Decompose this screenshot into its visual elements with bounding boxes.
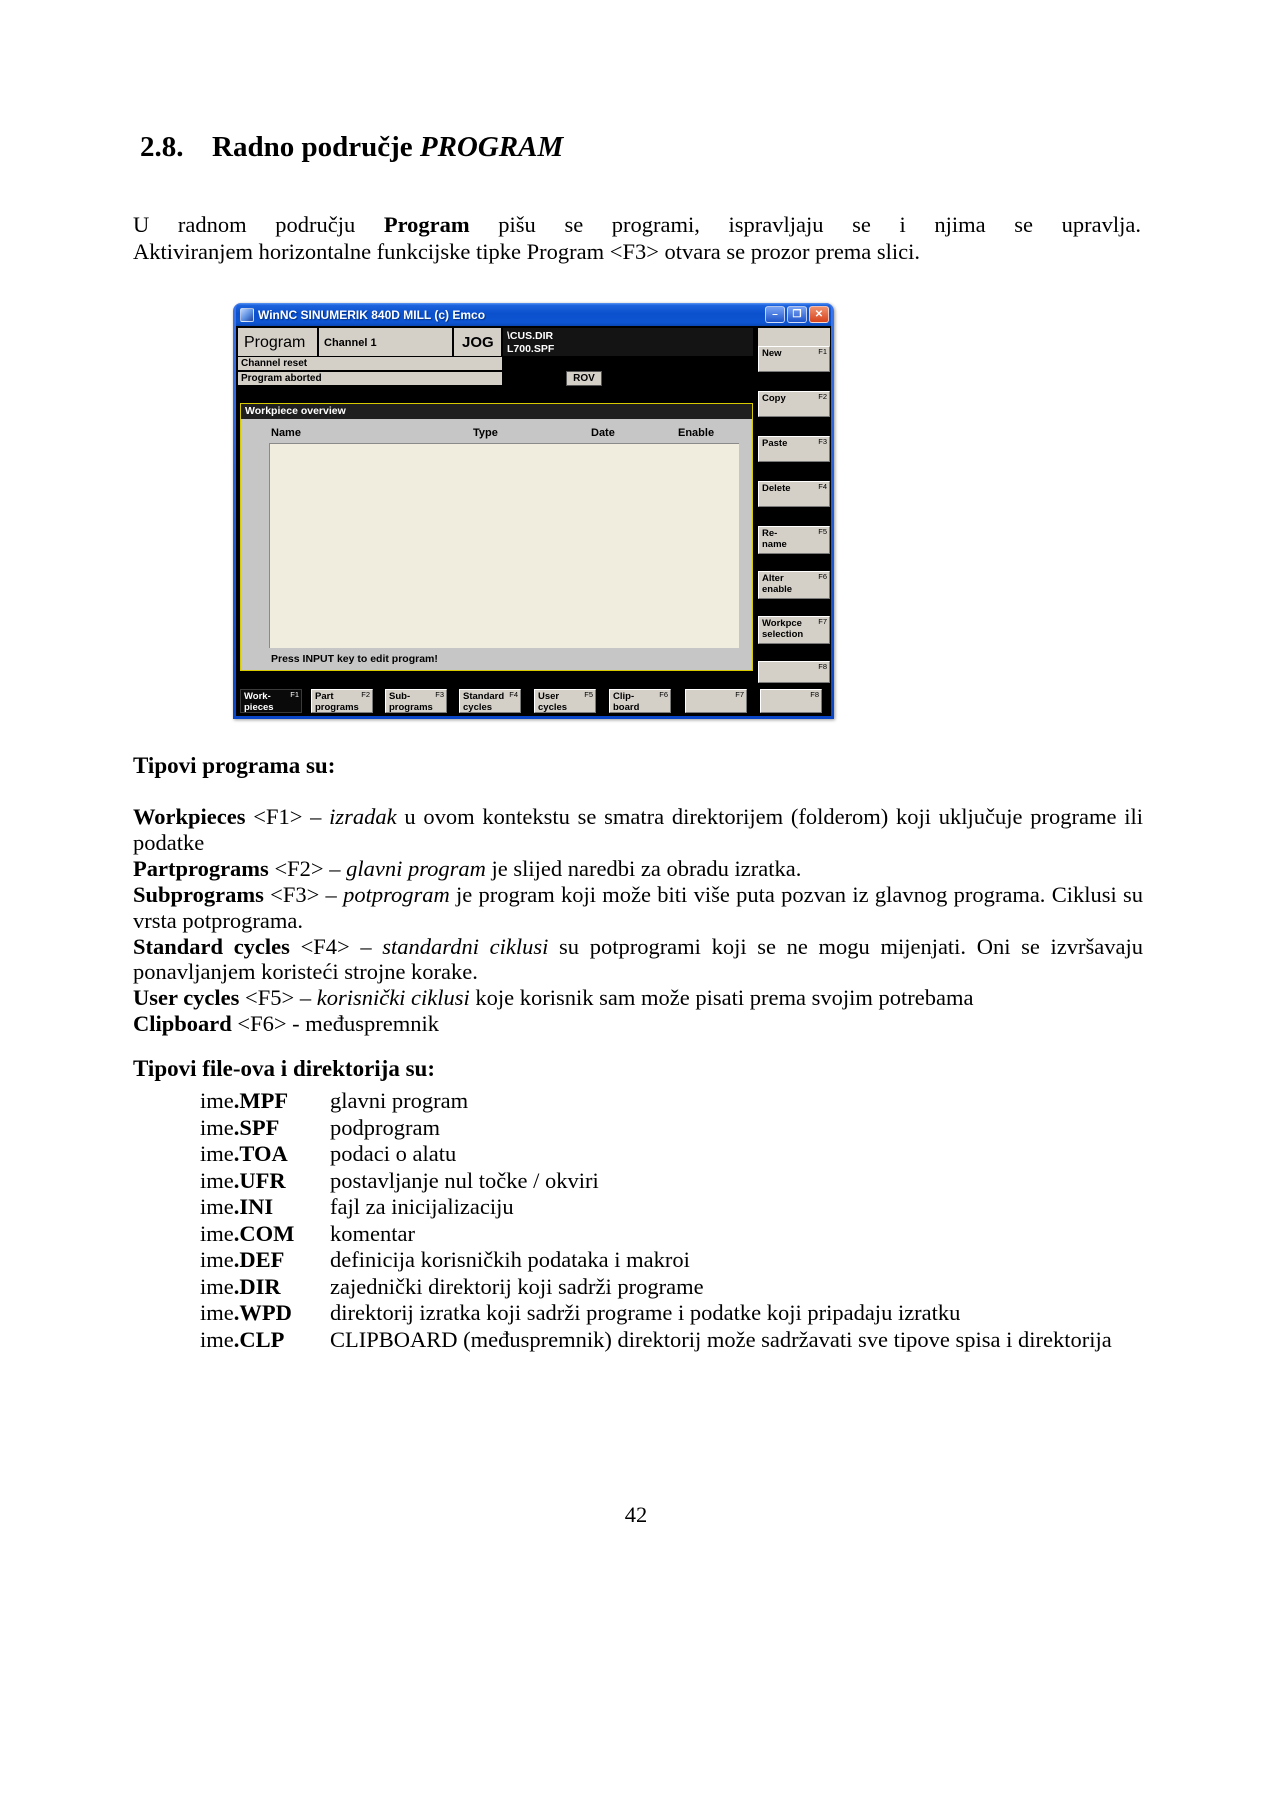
- column-header-type: Type: [473, 427, 498, 439]
- types-heading: Tipovi programa su:: [133, 753, 336, 778]
- section-title-italic: PROGRAM: [419, 131, 564, 163]
- file-type-row: ime.WPD direktorij izratka koji sadrži programe i podatke koji pripadaju izratku: [200, 1300, 961, 1325]
- column-header-enable: Enable: [678, 427, 715, 439]
- fkey-label: F3: [818, 437, 827, 446]
- program-types-list: [133, 804, 1143, 1037]
- section-title: Radno područje: [212, 131, 420, 163]
- winnc-window: [233, 303, 834, 719]
- fkey-label: F5: [818, 527, 827, 536]
- fkey-label: F1: [818, 347, 827, 356]
- program-type-entry: Standard cycles <F4> – standardni ciklusi su potprogrami koji se ne mogu mijenjati. Oni se izvršavaju ponavljanjem koristeći strojne korake.: [133, 933, 1143, 985]
- file-types-table: [200, 1088, 1141, 1353]
- softkey-alter-enable[interactable]: F6 Alter enable: [758, 571, 830, 599]
- softkey-part-programs[interactable]: F2 Part programs: [311, 689, 373, 713]
- softkey-f8-blank[interactable]: [758, 661, 830, 683]
- softkey-workpiece-selection[interactable]: F7 Workpce selection: [758, 616, 830, 644]
- intro-line-2: Aktiviranjem horizontalne funkcijske tipke Program <F3> otvara se prozor prema slici.: [133, 239, 921, 264]
- panel-title: Workpiece overview: [241, 404, 752, 419]
- workpiece-overview-panel: [240, 403, 753, 671]
- fkey-label: F6: [659, 690, 668, 699]
- status-program-aborted: Program aborted: [238, 372, 502, 385]
- file-type-row: ime.MPF glavni program: [200, 1088, 469, 1113]
- area-label: Program: [238, 328, 317, 356]
- softkey-delete[interactable]: F4 Delete: [758, 481, 830, 507]
- channel-label: Channel 1: [319, 328, 452, 356]
- app-icon: [240, 308, 254, 322]
- maximize-icon[interactable]: ❐: [787, 306, 807, 323]
- window-title: WinNC SINUMERIK 840D MILL (c) Emco: [258, 307, 486, 322]
- rov-indicator: ROV: [566, 371, 602, 386]
- column-header-name: Name: [271, 427, 301, 439]
- softkey-user-cycles[interactable]: F5 User cycles: [534, 689, 596, 713]
- file-list-area[interactable]: [269, 443, 739, 648]
- intro-paragraph: [133, 211, 1141, 265]
- path-directory: \CUS.DIR: [507, 330, 554, 342]
- fkey-label: F8: [810, 690, 819, 699]
- softkey-copy[interactable]: F2 Copy: [758, 391, 830, 417]
- section-number: 2.8.: [140, 131, 184, 163]
- window-controls: [765, 306, 829, 323]
- hint-text: Press INPUT key to edit program!: [271, 653, 438, 665]
- fkey-label: F2: [818, 392, 827, 401]
- softkey-rename[interactable]: F5 Re- name: [758, 526, 830, 554]
- program-type-entry: Partprograms <F2> – glavni program je slijed naredbi za obradu izratka.: [133, 855, 802, 881]
- file-type-row: ime.SPF podprogram: [200, 1114, 440, 1140]
- window-body: [236, 326, 831, 716]
- intro-bold: Program: [383, 212, 470, 237]
- program-type-entry: Clipboard <F6> - međuspremnik: [133, 1011, 440, 1037]
- fkey-label: F1: [290, 690, 299, 699]
- fkey-label: F2: [361, 690, 370, 699]
- fkey-label: F6: [818, 572, 827, 581]
- file-type-row: ime.CLP CLIPBOARD (međuspremnik) direktorij može sadržavati sve tipove spisa i direktorija: [200, 1326, 1112, 1352]
- minimize-icon[interactable]: –: [765, 306, 785, 323]
- softkey-f8-blank-h[interactable]: [760, 689, 822, 713]
- softkey-clipboard[interactable]: F6 Clip- board: [609, 689, 671, 713]
- fkey-label: F4: [818, 482, 827, 491]
- fkey-label: F7: [818, 617, 827, 626]
- files-heading: Tipovi file-ova i direktorija su:: [133, 1056, 435, 1081]
- fkey-label: F8: [818, 662, 827, 671]
- intro-line-1: [133, 211, 1141, 238]
- softkey-paste[interactable]: F3 Paste: [758, 436, 830, 462]
- fkey-label: F7: [735, 690, 744, 699]
- column-header-date: Date: [591, 427, 615, 439]
- mode-label: JOG: [454, 328, 501, 356]
- close-icon[interactable]: ✕: [809, 306, 829, 323]
- softkey-f7-blank[interactable]: [685, 689, 747, 713]
- program-type-entry: Workpieces <F1> – izradak u ovom kontekstu se smatra direktorijem (folderom) koji uključuje programe ili podatke: [133, 804, 1143, 855]
- file-type-row: ime.DIR zajednički direktorij koji sadrži programe: [200, 1273, 704, 1299]
- intro-text: U radnom području: [133, 212, 384, 237]
- softkey-workpieces[interactable]: F1 Work- pieces: [240, 689, 302, 713]
- window-titlebar[interactable]: [236, 303, 831, 326]
- fkey-label: F5: [584, 690, 593, 699]
- file-type-row: ime.DEF definicija korisničkih podataka i makroi: [200, 1247, 690, 1272]
- file-type-row: ime.COM komentar: [200, 1220, 415, 1246]
- fkey-label: F4: [509, 690, 518, 699]
- fkey-label: F3: [435, 690, 444, 699]
- softkey-standard-cycles[interactable]: F4 Standard cycles: [459, 689, 521, 713]
- file-type-row: ime.TOA podaci o alatu: [200, 1141, 457, 1166]
- file-type-row: ime.INI fajl za inicijalizaciju: [200, 1194, 514, 1219]
- program-type-entry: Subprograms <F3> – potprogram je program koji može biti više puta pozvan iz glavnog programa. Ciklusi su vrsta potprograma.: [133, 881, 1143, 933]
- section-heading: [140, 131, 563, 164]
- intro-text-post: pišu se programi, ispravljaju se i njima se upravlja.: [469, 212, 1141, 237]
- path-file: L700.SPF: [507, 343, 555, 355]
- file-type-row: ime.UFR postavljanje nul točke / okviri: [200, 1167, 599, 1193]
- status-channel-reset: Channel reset: [238, 357, 502, 370]
- current-path: [503, 328, 753, 356]
- softkey-new[interactable]: F1 New: [758, 346, 830, 372]
- program-type-entry: User cycles <F5> – korisnički ciklusi koje korisnik sam može pisati prema svojim potrebama: [133, 985, 974, 1011]
- page-number: 42: [624, 1502, 648, 1527]
- softkey-sub-programs[interactable]: F3 Sub- programs: [385, 689, 447, 713]
